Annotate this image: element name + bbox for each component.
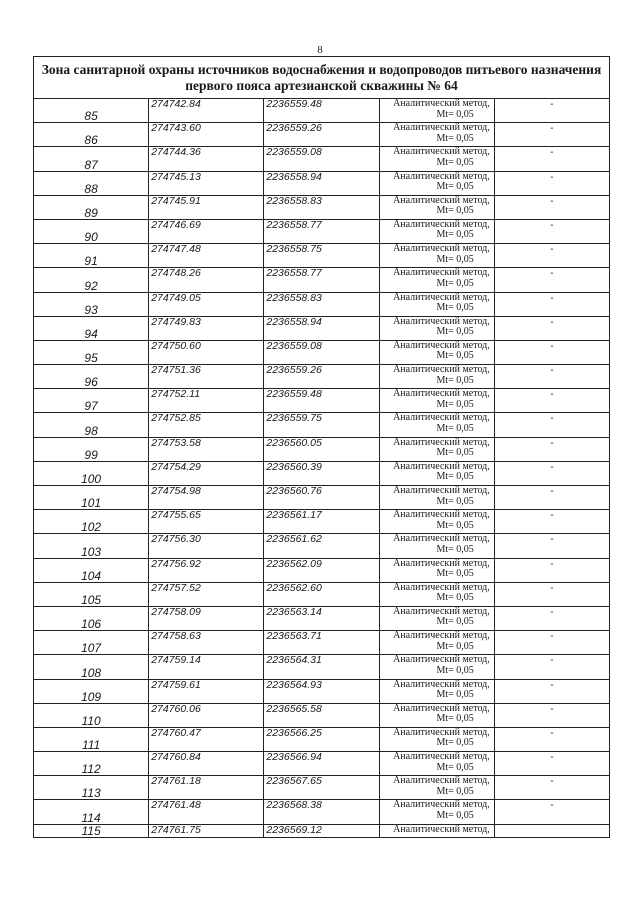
method-precision: Mt= 0,05 <box>436 713 474 725</box>
coord-y: 2236565.58 <box>264 703 379 727</box>
point-number: 115 <box>34 824 149 837</box>
coord-y: 2236562.60 <box>264 582 379 606</box>
point-number: 85 <box>34 99 149 123</box>
coord-y: 2236558.94 <box>264 316 379 340</box>
dash-cell: - <box>494 123 609 147</box>
dash-cell: - <box>494 147 609 171</box>
method-cell <box>379 365 494 389</box>
method-label: Аналитический метод, <box>393 218 490 230</box>
empty-cell <box>494 824 609 837</box>
table-row <box>34 268 610 292</box>
method-cell <box>379 413 494 437</box>
method-precision: Mt= 0,05 <box>436 108 474 120</box>
point-number: 97 <box>34 389 149 413</box>
coord-x: 274753.58 <box>149 437 264 461</box>
coord-x: 274745.13 <box>149 171 264 195</box>
method-cell <box>379 461 494 485</box>
method-precision: Mt= 0,05 <box>436 568 474 580</box>
method-label: Аналитический метод, <box>393 581 490 593</box>
method-cell <box>379 703 494 727</box>
dash-cell: - <box>494 582 609 606</box>
method-cell <box>379 99 494 123</box>
point-number: 86 <box>34 123 149 147</box>
coord-x: 274755.65 <box>149 510 264 534</box>
method-cell <box>379 219 494 243</box>
coord-x: 274756.92 <box>149 558 264 582</box>
dash-cell: - <box>494 534 609 558</box>
point-number: 107 <box>34 631 149 655</box>
method-label: Аналитический метод, <box>393 485 490 496</box>
table-row <box>34 558 610 582</box>
coord-y: 2236567.65 <box>264 776 379 800</box>
dash-cell: - <box>494 195 609 219</box>
method-precision: Mt= 0,05 <box>436 205 474 217</box>
method-precision: Mt= 0,05 <box>436 737 474 749</box>
dash-cell: - <box>494 437 609 461</box>
dash-cell: - <box>494 776 609 800</box>
dash-cell: - <box>494 413 609 437</box>
point-number: 113 <box>34 776 149 800</box>
dash-cell: - <box>494 703 609 727</box>
method-label: Аналитический метод, <box>393 146 490 158</box>
point-number: 88 <box>34 171 149 195</box>
coord-y: 2236560.05 <box>264 437 379 461</box>
method-precision: Mt= 0,05 <box>436 689 474 700</box>
dash-cell: - <box>494 461 609 485</box>
table-row <box>34 606 610 630</box>
dash-cell: - <box>494 558 609 582</box>
table-row <box>34 365 610 389</box>
table-row <box>34 703 610 727</box>
method-label: Аналитический метод, <box>393 509 490 521</box>
table-title-line2: первого пояса артезианской скважины № 64 <box>185 77 458 93</box>
method-cell <box>379 582 494 606</box>
method-label: Аналитический метод, <box>393 122 490 134</box>
method-cell <box>379 727 494 751</box>
method-label: Аналитический метод, <box>393 654 490 666</box>
method-label: Аналитический метод, <box>393 243 490 255</box>
page-number: 8 <box>317 44 323 56</box>
method-label: Аналитический метод, <box>393 775 490 787</box>
method-cell <box>379 340 494 364</box>
method-cell <box>379 195 494 219</box>
coord-y: 2236569.12 <box>264 824 379 837</box>
table-row <box>34 800 610 824</box>
table-row <box>34 147 610 171</box>
method-label: Аналитический метод, <box>393 533 490 545</box>
method-label: Аналитический метод, <box>393 751 490 763</box>
dash-cell: - <box>494 606 609 630</box>
coord-y: 2236561.17 <box>264 510 379 534</box>
point-number: 99 <box>34 437 149 461</box>
coord-y: 2236558.94 <box>264 171 379 195</box>
method-label: Аналитический метод, <box>393 460 490 472</box>
method-cell <box>379 292 494 316</box>
point-number: 106 <box>34 606 149 630</box>
method-cell <box>379 534 494 558</box>
method-cell <box>379 268 494 292</box>
coord-y: 2236560.76 <box>264 486 379 510</box>
point-number: 95 <box>34 340 149 364</box>
point-number: 87 <box>34 147 149 171</box>
method-cell <box>379 800 494 824</box>
table-row <box>34 679 610 703</box>
table-row <box>34 99 610 123</box>
point-number: 94 <box>34 316 149 340</box>
method-cell <box>379 389 494 413</box>
method-label: Аналитический метод, <box>393 291 490 303</box>
method-precision: Mt= 0,05 <box>436 374 474 386</box>
method-precision: Mt= 0,05 <box>436 277 474 289</box>
table-row <box>34 727 610 751</box>
method-cell <box>379 824 494 837</box>
dash-cell: - <box>494 800 609 824</box>
coord-y: 2236566.94 <box>264 752 379 776</box>
method-precision: Mt= 0,05 <box>436 519 474 531</box>
coord-x: 274752.85 <box>149 413 264 437</box>
dash-cell: - <box>494 99 609 123</box>
method-precision: Mt= 0,05 <box>436 398 474 410</box>
method-cell <box>379 606 494 630</box>
method-label: Аналитический метод, <box>393 702 490 714</box>
table-row-last <box>34 824 610 837</box>
method-label: Аналитический метод, <box>393 267 490 279</box>
point-number: 105 <box>34 582 149 606</box>
table-row <box>34 340 610 364</box>
table-row <box>34 461 610 485</box>
table-row <box>34 292 610 316</box>
coord-y: 2236559.75 <box>264 413 379 437</box>
point-number: 100 <box>34 461 149 485</box>
coord-y: 2236558.83 <box>264 195 379 219</box>
table-row <box>34 534 610 558</box>
coord-y: 2236558.75 <box>264 244 379 268</box>
coord-x: 274746.69 <box>149 219 264 243</box>
method-label: Аналитический метод, <box>393 412 490 424</box>
coord-x: 274757.52 <box>149 582 264 606</box>
point-number: 114 <box>34 800 149 824</box>
method-label: Аналитический метод, <box>393 194 490 206</box>
method-precision: Mt= 0,05 <box>436 761 474 773</box>
method-precision: Mt= 0,05 <box>436 422 474 434</box>
method-precision: Mt= 0,05 <box>436 302 474 313</box>
coord-x: 274756.30 <box>149 534 264 558</box>
method-label: Аналитический метод, <box>393 557 490 569</box>
method-cell <box>379 631 494 655</box>
dash-cell: - <box>494 631 609 655</box>
method-precision: Mt= 0,05 <box>436 592 474 604</box>
coord-y: 2236559.08 <box>264 147 379 171</box>
dash-cell: - <box>494 292 609 316</box>
method-cell <box>379 752 494 776</box>
method-cell <box>379 776 494 800</box>
coord-y: 2236559.26 <box>264 365 379 389</box>
method-cell <box>379 437 494 461</box>
coord-y: 2236568.38 <box>264 800 379 824</box>
coord-x: 274759.61 <box>149 679 264 703</box>
coord-y: 2236559.26 <box>264 123 379 147</box>
method-precision: Mt= 0,05 <box>436 495 474 507</box>
table-row <box>34 389 610 413</box>
coord-y: 2236560.39 <box>264 461 379 485</box>
point-number: 93 <box>34 292 149 316</box>
dash-cell: - <box>494 171 609 195</box>
dash-cell: - <box>494 727 609 751</box>
method-label: Аналитический метод, <box>393 364 490 376</box>
dash-cell: - <box>494 316 609 340</box>
coord-x: 274761.75 <box>149 824 264 837</box>
coord-x: 274752.11 <box>149 389 264 413</box>
method-label: Аналитический метод, <box>393 630 490 642</box>
point-number: 102 <box>34 510 149 534</box>
point-number: 91 <box>34 244 149 268</box>
method-precision: Mt= 0,05 <box>436 471 474 483</box>
table-row <box>34 171 610 195</box>
dash-cell: - <box>494 486 609 510</box>
method-precision: Mt= 0,05 <box>436 809 474 821</box>
method-cell <box>379 147 494 171</box>
table-row <box>34 486 610 510</box>
method-precision: Mt= 0,05 <box>436 350 474 362</box>
point-number: 103 <box>34 534 149 558</box>
coord-x: 274761.48 <box>149 800 264 824</box>
dash-cell: - <box>494 244 609 268</box>
method-precision: Mt= 0,05 <box>436 616 474 628</box>
coord-y: 2236566.25 <box>264 727 379 751</box>
coord-x: 274749.05 <box>149 292 264 316</box>
method-precision: Mt= 0,05 <box>436 181 474 193</box>
coord-x: 274745.91 <box>149 195 264 219</box>
method-label: Аналитический метод, <box>393 678 490 690</box>
dash-cell: - <box>494 655 609 679</box>
table-row <box>34 123 610 147</box>
coord-x: 274742.84 <box>149 99 264 123</box>
method-precision: Mt= 0,05 <box>436 156 474 168</box>
coord-y: 2236562.09 <box>264 558 379 582</box>
method-label: Аналитический метод, <box>393 339 490 351</box>
coord-x: 274759.14 <box>149 655 264 679</box>
method-label: Аналитический метод, <box>393 315 490 327</box>
method-cell <box>379 316 494 340</box>
point-number: 96 <box>34 365 149 389</box>
coord-y: 2236558.83 <box>264 292 379 316</box>
method-precision: Mt= 0,05 <box>436 253 474 265</box>
method-precision: Mt= 0,05 <box>436 132 474 144</box>
coord-x: 274744.36 <box>149 147 264 171</box>
table-title-line1: Зона санитарной охраны источников водоснабжения и водопроводов питьевого назначения <box>41 61 602 77</box>
table-row <box>34 437 610 461</box>
table-row <box>34 776 610 800</box>
coord-x: 274760.47 <box>149 727 264 751</box>
coord-y: 2236564.31 <box>264 655 379 679</box>
method-cell <box>379 486 494 510</box>
coord-x: 274760.84 <box>149 752 264 776</box>
method-label: Аналитический метод, <box>393 799 490 811</box>
dash-cell: - <box>494 752 609 776</box>
dash-cell: - <box>494 679 609 703</box>
method-label: Аналитический метод, <box>393 98 490 109</box>
coord-y: 2236559.48 <box>264 389 379 413</box>
method-precision: Mt= 0,05 <box>436 664 474 676</box>
coord-y: 2236559.08 <box>264 340 379 364</box>
point-number: 90 <box>34 219 149 243</box>
coord-y: 2236563.14 <box>264 606 379 630</box>
coord-x: 274754.98 <box>149 486 264 510</box>
coord-x: 274758.09 <box>149 606 264 630</box>
method-cell <box>379 171 494 195</box>
table-body <box>34 99 610 838</box>
coord-y: 2236558.77 <box>264 219 379 243</box>
point-number: 101 <box>34 486 149 510</box>
method-cell <box>379 655 494 679</box>
method-label: Аналитический метод, <box>393 823 490 835</box>
coord-x: 274747.48 <box>149 244 264 268</box>
table-title <box>34 57 610 99</box>
coord-y: 2236558.77 <box>264 268 379 292</box>
table-row <box>34 752 610 776</box>
method-precision: Mt= 0,05 <box>436 543 474 555</box>
point-number: 108 <box>34 655 149 679</box>
dash-cell: - <box>494 268 609 292</box>
dash-cell: - <box>494 219 609 243</box>
table-row <box>34 655 610 679</box>
method-cell <box>379 510 494 534</box>
method-label: Аналитический метод, <box>393 605 490 617</box>
point-number: 110 <box>34 703 149 727</box>
method-label: Аналитический метод, <box>393 388 490 400</box>
method-precision: Mt= 0,05 <box>436 785 474 797</box>
coord-x: 274743.60 <box>149 123 264 147</box>
coord-x: 274761.18 <box>149 776 264 800</box>
coord-x: 274758.63 <box>149 631 264 655</box>
coord-x: 274760.06 <box>149 703 264 727</box>
method-label: Аналитический метод, <box>393 170 490 182</box>
point-number: 111 <box>34 727 149 751</box>
method-precision: Mt= 0,05 <box>436 447 474 459</box>
point-number: 98 <box>34 413 149 437</box>
coord-x: 274754.29 <box>149 461 264 485</box>
method-cell <box>379 123 494 147</box>
coord-x: 274750.60 <box>149 340 264 364</box>
dash-cell: - <box>494 389 609 413</box>
table-row <box>34 195 610 219</box>
method-precision: Mt= 0,05 <box>436 229 474 241</box>
table-row <box>34 219 610 243</box>
point-number: 92 <box>34 268 149 292</box>
table-title-row <box>34 57 610 99</box>
method-cell <box>379 558 494 582</box>
coord-y: 2236563.71 <box>264 631 379 655</box>
method-precision: Mt= 0,05 <box>436 640 474 652</box>
coord-x: 274751.36 <box>149 365 264 389</box>
coord-y: 2236561.62 <box>264 534 379 558</box>
point-number: 89 <box>34 195 149 219</box>
method-label: Аналитический метод, <box>393 726 490 738</box>
table-row <box>34 413 610 437</box>
method-precision: Mt= 0,05 <box>436 326 474 338</box>
table-row <box>34 316 610 340</box>
table-row <box>34 631 610 655</box>
table-row <box>34 244 610 268</box>
dash-cell: - <box>494 340 609 364</box>
point-number: 109 <box>34 679 149 703</box>
method-cell <box>379 679 494 703</box>
coord-x: 274748.26 <box>149 268 264 292</box>
method-label: Аналитический метод, <box>393 436 490 448</box>
table-row <box>34 582 610 606</box>
method-cell <box>379 244 494 268</box>
point-number: 104 <box>34 558 149 582</box>
coord-y: 2236559.48 <box>264 99 379 123</box>
dash-cell: - <box>494 365 609 389</box>
coord-x: 274749.83 <box>149 316 264 340</box>
point-number: 112 <box>34 752 149 776</box>
coord-y: 2236564.93 <box>264 679 379 703</box>
dash-cell: - <box>494 510 609 534</box>
table-row <box>34 510 610 534</box>
coordinates-table <box>33 56 610 838</box>
